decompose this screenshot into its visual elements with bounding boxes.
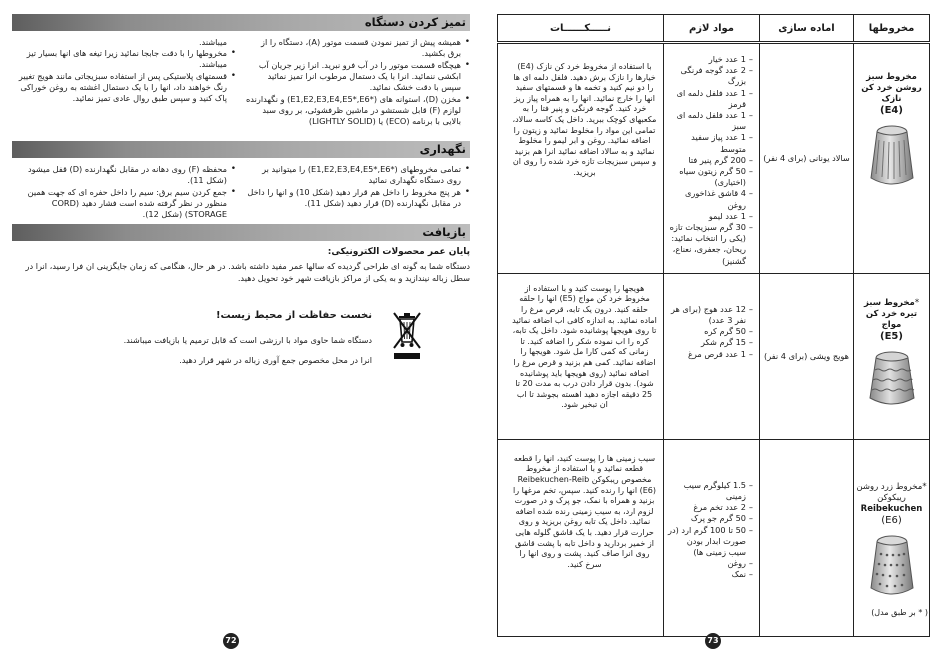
left-page <box>12 14 470 614</box>
maintenance-right-column <box>246 164 470 224</box>
maintenance-title: نگهداری <box>419 142 466 156</box>
cone-cell <box>854 439 930 636</box>
cone-name: مخروط سبز تیره خرد کن مواج <box>863 297 918 330</box>
right-page <box>498 14 930 637</box>
maintenance-section-bar <box>12 141 470 158</box>
table-row <box>498 273 930 439</box>
recycling-section-bar <box>12 224 470 241</box>
recycling-title: بازیافت <box>422 225 466 239</box>
environment-title: نخست حفاظت از محیط زیست! <box>215 310 372 321</box>
cone-code: (E4) <box>880 105 903 116</box>
ingredient-item: – 15 گرم شکر <box>668 337 753 348</box>
header-notes: نـــــكــــــات <box>498 15 664 43</box>
ingredient-item: – 1.5 کیلوگرم سیب زمینی <box>668 480 753 502</box>
maintenance-item: • جمع کردن سیم برق: سیم را داخل حفره ای که جهت همین منظور در نظر گرفته شده است فشار دهید (CORD STORAGE) (شکل 12). <box>12 187 236 220</box>
ingredient-item: – 50 گرم زیتون سیاه (اختیاری) <box>668 166 753 188</box>
cleaning-title: تمیز کردن دستگاه <box>364 15 466 29</box>
ingredient-item: – 12 عدد هوج (برای هر نفر 3 عدد) <box>668 304 753 326</box>
maintenance-item: • محفظه (F) روی دهانه در مقابل نگهدارنده (D) قفل میشود (شکل 11). <box>12 164 236 186</box>
cleaning-left-column <box>12 37 236 141</box>
cone-star: * <box>922 481 927 492</box>
cleaning-item: • مخروطها را با دقت جابجا نمائید زیرا تیغه های انها بسیار تیز میباشند. <box>12 48 236 70</box>
ingredient-item: – 1 عدد پیاز سفید متوسط <box>668 132 753 154</box>
ingredient-item: – 200 گرم پنیر فتا <box>668 155 753 166</box>
ingredient-item: – 4 قاشق غذاخوری روغن <box>668 188 753 210</box>
ingredient-item: – 1 عدد فلفل دلمه ای قرمز <box>668 88 753 110</box>
header-preparation: اماده سازی <box>760 15 854 43</box>
maintenance-item: • هر پنج مخروط را داخل هم قرار دهید (شکل 10) و انها را داخل در مقابل نگهدارنده (D) قرار دهید (شکل 11). <box>246 187 470 209</box>
cleaning-item: • مخزن (D)، استوانه های (*E1,E2,E3,E4,E5*,E6) و نگهدارنده لوازم (F) قابل شستشو در ماشین ظرفشوئی، بر روی سبد بالایی با برنامه (ECO) یا (LIGHTLY SOLID) <box>246 94 470 127</box>
cone-code: (E5) <box>880 330 903 342</box>
ingredient-item: – 50 تا 100 گرم ارد (در صورت ابدار بودن سیب زمینی ها) <box>668 525 753 559</box>
cleaning-section <box>12 37 470 141</box>
environment-line: دستگاه شما حاوی مواد با ارزشی است که قابل ترمیم یا بازیافت میباشند. <box>123 335 372 345</box>
fine-slicer-cone-icon <box>867 124 917 190</box>
wavy-slicer-cone-icon <box>867 350 917 410</box>
header-ingredients: مواد لازم <box>664 15 760 43</box>
table-header-row <box>498 15 930 43</box>
ingredients-cell <box>664 439 760 636</box>
cone-name-latin: Reibekuchen <box>860 503 923 514</box>
preparation-cell <box>760 439 854 636</box>
recycling-paragraph: دستگاه شما به گونه ای طراحی گردیده که سالها عمر مفید داشته باشد. در هر حال، هنگامی که زمان جایگزینی ان فرا رسید، انرا در سطل زباله نیندازید و به یکی از مراکز بازیافت شهر خود تحویل دهید. <box>25 261 470 283</box>
notes-cell: با استفاده از مخروط خرد کن نازک (E4) خیارها را نازک برش دهید. فلفل دلمه ای ها را دو نیم کنید و تخمه ها و قسمتهای سفید انها را خارج نمائید. انها را به همراه پیاز ریز خرد کنید. گوجه فرنگی و پنیر فتا را به مکعبهای کوچک ببرید. داخل یک کاسه سالاد، تمامی این مواد را مخلوط نمائید و زیتون را اضافه نمائید. روغن و ابر لیمو را مخلوط نمائید و به سالاد اضافه نمائید انرا هم بزنید و سپس سبزیجات تازه خرد شده را روی ان بریزید. <box>498 43 664 274</box>
cone-name-wrap <box>856 298 927 331</box>
cone-name: مخروط سبز روشن خرد کن نازک <box>861 72 922 104</box>
environment-text <box>92 310 372 375</box>
ingredient-item: – 30 گرم سبزیجات تازه (یکی را انتخاب نمائید: ریحان، جعفری، نعناع، گشنیز) <box>668 222 753 267</box>
ingredient-item: – نمک <box>668 569 753 580</box>
cleaning-continuation: میباشند. <box>198 37 227 47</box>
maintenance-item: • تمامی مخروطهای (*E1,E2,E3,E4,E5*,E6) را میتوانید بر روی دستگاه نگهداری نمائید <box>246 164 470 186</box>
preparation-cell: هویج ویشی (برای 4 نفر) <box>760 273 854 439</box>
recycling-subheading: پایان عمر محصولات الکترونیکی: <box>327 247 470 257</box>
header-cones: مخروطها <box>854 15 930 43</box>
cleaning-right-column <box>246 37 470 141</box>
environment-line: انرا در محل مخصوص جمع آوری زباله در شهر قرار دهید. <box>179 355 372 365</box>
preparation-cell: سالاد یونانی (برای 4 نفر) <box>760 43 854 274</box>
maintenance-section <box>12 164 470 224</box>
ingredients-cell <box>664 273 760 439</box>
ingredient-item: – 50 گرم کره <box>668 326 753 337</box>
cleaning-item: • همیشه پیش از تمیز نمودن قسمت موتور (A)، دستگاه را از برق بکشید. <box>246 37 470 59</box>
cleaning-item: • هیچگاه قسمت موتور را در آب فرو نبرید. انرا زیر جریان آب ابکشی ننمائید. انرا با یک دستمال مرطوب انرا تمیز نمائید سپس با دقت خشک نمائید. <box>246 60 470 93</box>
maintenance-left-column <box>12 164 236 224</box>
cone-star: * <box>914 297 920 308</box>
footnote: ( * بر طبق مدل) <box>871 608 928 617</box>
ingredient-item: – روغن <box>668 558 753 569</box>
grater-cone-icon <box>867 534 917 600</box>
crossed-bin-icon <box>390 310 424 362</box>
recipes-table <box>497 14 930 637</box>
ingredient-item: – 1 عدد قرص مرغ <box>668 349 753 360</box>
page-number-right: 73 <box>705 633 721 649</box>
cone-cell <box>854 43 930 274</box>
cone-cell <box>854 273 930 439</box>
cleaning-section-bar <box>12 14 470 31</box>
environment-block <box>12 310 470 380</box>
cone-name-wrap <box>856 482 927 504</box>
ingredient-item: – 50 گرم جو پرک <box>668 513 753 524</box>
ingredient-item: – 1 عدد فلفل دلمه ای سبز <box>668 110 753 132</box>
ingredients-cell <box>664 43 760 274</box>
cleaning-item: • قسمتهای پلاستیکی پس از استفاده سبزیجاتی مانند هویج تغییر رنگ خواهند داد، انها را با یک دستمال اغشته به روغن خوراکی پاک کنید و سپس طبق روال عادی تمیز نمائید. <box>12 71 236 104</box>
notes-cell: سیب زمینی ها را پوست کنید، انها را قطعه قطعه نمائید و با استفاده از مخروط مخصوص ریبکوکن Reibekuchen-Reib (E6) انها را رنده کنید. سپس، تخم مرغها را بزنید و همراه با نمک، جو پرک و در صورت لزوم ارد، به سیب زمینی رنده شده اضافه نمائید. داخل یک تابه روغن بریزید و روی حرارت قرار دهید. با یک قاشق گلوله هایی از خمیر بردارید و داخل تابه با پشت قاشق روی انرا صاف کنید. پشت و روی انها را سرخ کنید. <box>498 439 664 636</box>
notes-cell: هویجها را پوست کنید و با استفاده از مخروط خرد کن مواج (E5) انها را حلقه حلقه کنید. درون یک تابه، قرص مرغ را اماده نمائید. به اندازه کافی اب اضافه نمائید تا روی هویجها پوشانیده شود. داخل یک تابه، کره را اب نموده شکر را اضافه کنید. تا زمانی که کمی کارا مل شود. هویجها را اضافه نمائید. کمی هم بزنید و قرص مرغ را اضافه نمائید (روی هویجها باید پوشانیده شود). بدون قرار دادن درب به مدت 20 تا 25 دقیقه اجازه دهید اهسته بجوشد تا اب ان تبخیر شود. <box>498 273 664 439</box>
ingredient-item: – 2 عدد تخم مرغ <box>668 502 753 513</box>
table-row <box>498 43 930 274</box>
ingredient-item: – 1 عدد خیار <box>668 54 753 65</box>
table-row <box>498 439 930 636</box>
ingredient-item: – 2 عدد گوجه فرنگی بزرگ <box>668 65 753 87</box>
page-number-left: 72 <box>223 633 239 649</box>
cone-name: مخروط زرد روشن ریبکوکن <box>856 481 923 503</box>
ingredient-item: – 1 عدد لیمو <box>668 211 753 222</box>
cone-code: (E6) <box>881 514 902 526</box>
